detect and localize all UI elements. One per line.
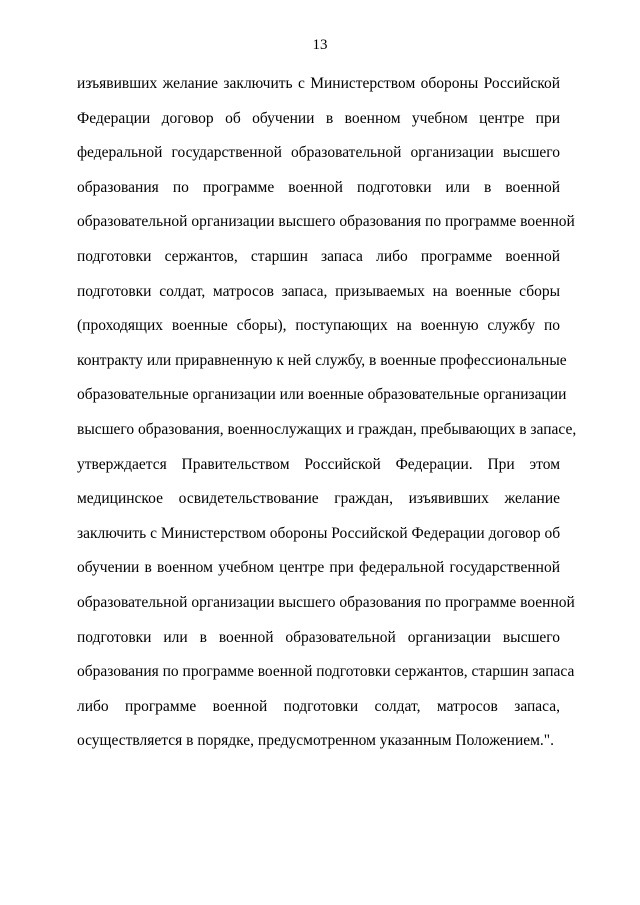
text-line: образовательной организации высшего образования по программе военной <box>77 213 575 231</box>
text-line-last: осуществляется в порядке, предусмотренном указанным Положением.". <box>77 732 555 750</box>
text-line: образовательной организации высшего образования по программе военной <box>77 593 575 611</box>
text-line: медицинское освидетельствование граждан, изъявивших желание <box>77 490 560 508</box>
text-line: образования по программе военной подготовки сержантов, старшин запаса <box>77 663 575 681</box>
text-line: либо программе военной подготовки солдат, матросов запаса, <box>77 697 560 715</box>
text-line: подготовки солдат, матросов запаса, призываемых на военные сборы <box>77 282 560 300</box>
text-line: высшего образования, военнослужащих и граждан, пребывающих в запасе, <box>77 420 577 438</box>
text-line: контракту или приравненную к ней службу, в военные профессиональные <box>77 351 567 369</box>
text-line: подготовки сержантов, старшин запаса либо программе военной <box>77 247 560 265</box>
text-line: федеральной государственной образовательной организации высшего <box>77 144 560 162</box>
text-line: образования по программе военной подготовки или в военной <box>77 178 560 196</box>
body-paragraph <box>77 71 577 763</box>
text-line: изъявивших желание заключить с Министерством обороны Российской <box>77 75 560 92</box>
text-line: подготовки или в военной образовательной организации высшего <box>77 628 560 646</box>
text-line: утверждается Правительством Российской Федерации. При этом <box>77 455 560 473</box>
text-line: обучении в военном учебном центре при федеральной государственной <box>77 559 560 577</box>
text-line: (проходящих военные сборы), поступающих на военную службу по <box>77 317 560 335</box>
text-line: Федерации договор об обучении в военном учебном центре при <box>77 109 560 127</box>
text-line: заключить с Министерством обороны Российской Федерации договор об <box>77 524 561 542</box>
text-line: образовательные организации или военные образовательные организации <box>77 386 567 404</box>
page-number: 13 <box>312 37 328 53</box>
